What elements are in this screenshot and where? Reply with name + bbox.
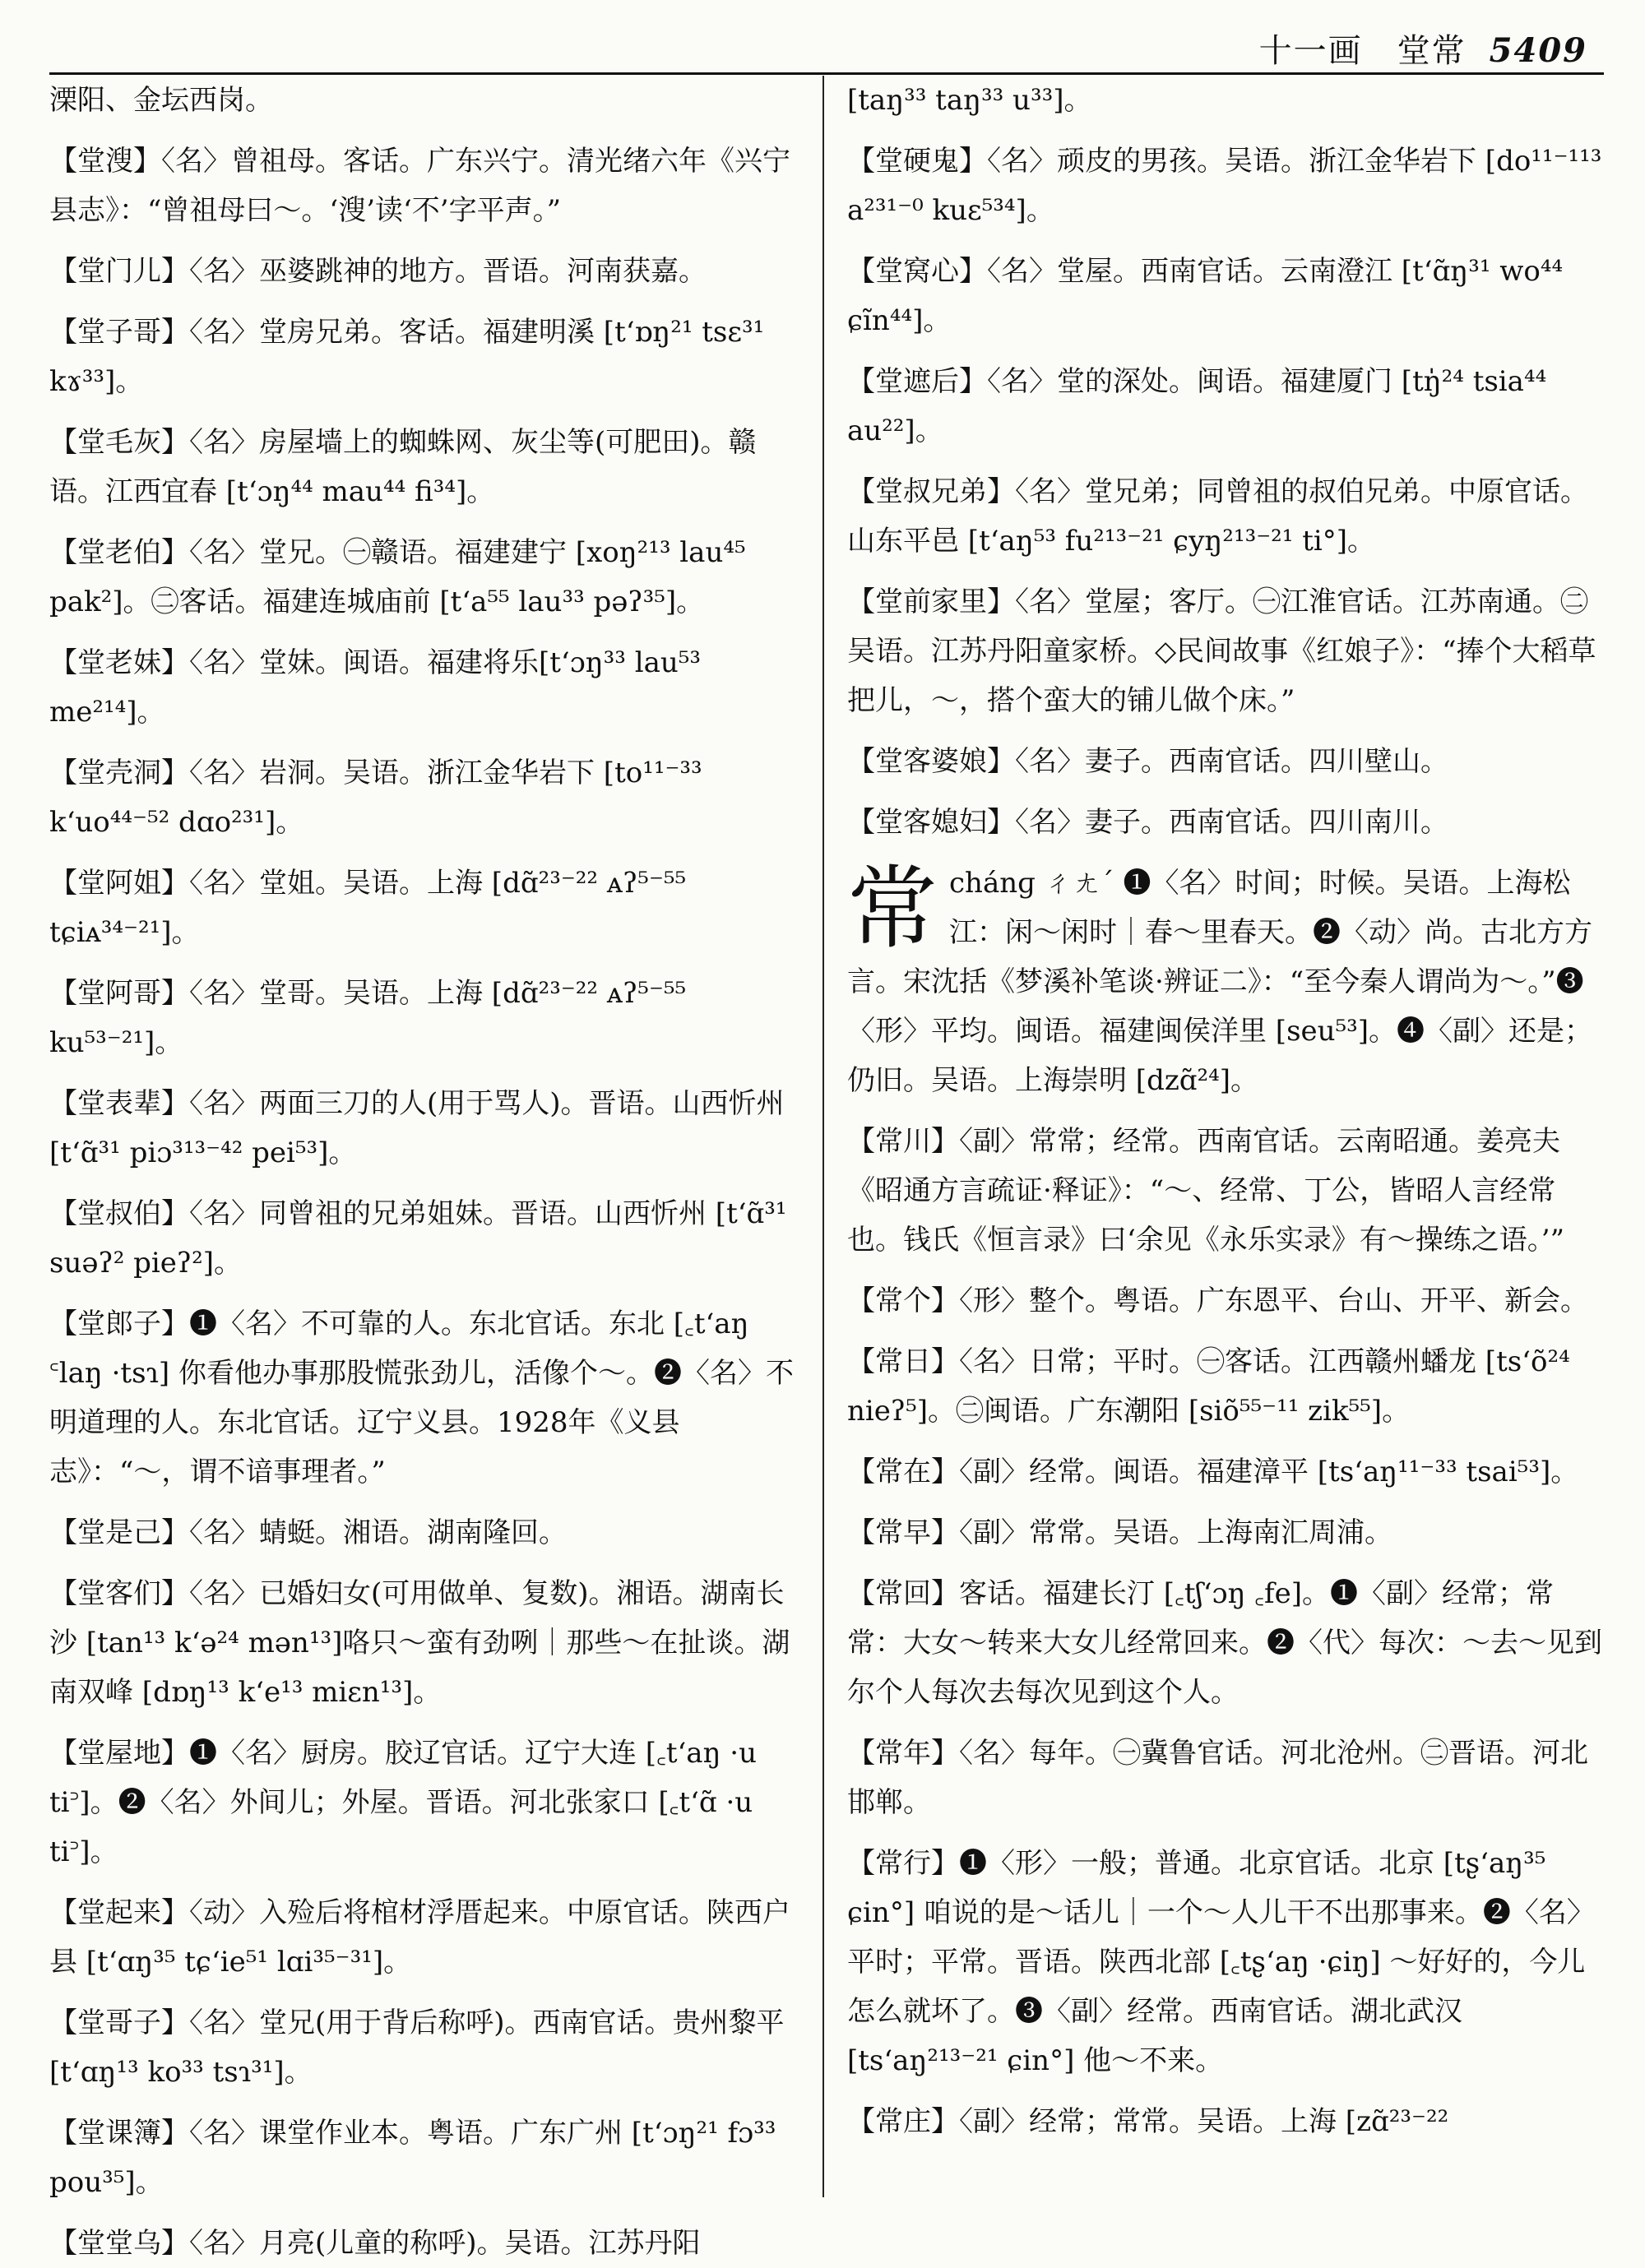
entry: 【堂硬鬼】〈名〉顽皮的男孩。吴语。浙江金华岩下 [do¹¹⁻¹¹³ a²³¹⁻⁰ kuɛ⁵³⁴]。 (847, 145, 1602, 227)
right-column (847, 76, 1604, 2214)
entry: 【堂起来】〈动〉入殓后将棺材浮厝起来。中原官话。陕西户县 [tʻɑŋ³⁵ tɕʻie⁵¹ lɑi³⁵⁻³¹]。 (49, 1896, 790, 1979)
entry: 【堂课簿】〈名〉课堂作业本。粤语。广东广州 [tʻɔŋ²¹ fɔ³³ pou³⁵]。 (49, 2117, 776, 2199)
entry: 【常行】❶〈形〉一般；普通。北京官话。北京 [tʂʻaŋ³⁵ ɕin°] 咱说的是～话儿｜一个～人儿干不出那事来。❷〈名〉平时；平常。晋语。陕西北部 [꜀tʂʻaŋ ·ɕiŋ] ～好好的，今儿怎么就坏了。❸〈副〉经常。西南官话。湖北武汉 [tsʻaŋ²¹³⁻²¹ ɕin°] 他～不来。 (847, 1847, 1595, 2077)
headword-definition: chánɡ ㄔㄤˊ ❶〈名〉时间；时候。吴语。上海松江：闲～闲时｜春～里春天。❷〈动〉尚。古北方方言。宋沈括《梦溪补笔谈·辨证二》：“至今秦人谓尚为～。”❸〈形〉平均。闽语。福建闽侯洋里 [seu⁵³]。❹〈副〉还是；仍旧。吴语。上海崇明 [dzɑ̃²⁴]。 (847, 867, 1593, 1097)
entry: [taŋ³³ taŋ³³ u³³]。 (847, 84, 1092, 117)
column-divider (822, 76, 824, 2197)
entry: 【常回】客话。福建长汀 [꜀tʃʻɔŋ ꜀fe]。❶〈副〉经常；常常：大女～转来大女儿经常回来。❷〈代〉每次：～去～见到尔个人每次去每次见到这个人。 (847, 1577, 1602, 1709)
entry: 【堂是己】〈名〉蜻蜓。湘语。湖南隆回。 (49, 1516, 567, 1549)
entry: 【常庄】〈副〉经常；常常。吴语。上海 [zɑ̃²³⁻²² (847, 2105, 1449, 2138)
entry: 【堂郎子】❶〈名〉不可靠的人。东北官话。东北 [꜀tʻaŋ ꜂laŋ ·tsɿ] 你看他办事那股慌张劲儿，活像个～。❷〈名〉不明道理的人。东北官话。辽宁义县。1928年《义县志》：“～，谓不谙事理者。” (49, 1308, 794, 1488)
entry: 【堂表辈】〈名〉两面三刀的人(用于骂人)。晋语。山西忻州 [tʻɑ̃³¹ piɔ³¹³⁻⁴² pei⁵³]。 (49, 1087, 785, 1169)
entry: 【堂屋地】❶〈名〉厨房。胶辽官话。辽宁大连 [꜀tʻaŋ ·u ti꜄]。❷〈名〉外间儿；外屋。晋语。河北张家口 [꜀tʻɑ̃ ·u ti꜄]。 (49, 1737, 757, 1868)
entry: 【常年】〈名〉每年。㊀冀鲁官话。河北沧州。㊁晋语。河北邯郸。 (847, 1737, 1588, 1819)
entry: 【常川】〈副〉常常；经常。西南官话。云南昭通。姜亮夫《昭通方言疏证·释证》：“～、经常、丁公，皆昭人言经常也。钱氏《恒言录》曰‘余见《永乐实录》有～操练之语。’” (847, 1125, 1564, 1257)
entry: 【常个】〈形〉整个。粤语。广东恩平、台山、开平、新会。 (847, 1284, 1588, 1317)
entry: 【堂堂乌】〈名〉月亮(儿童的称呼)。吴语。江苏丹阳 (49, 2227, 701, 2260)
left-column (49, 76, 806, 2260)
page-number: 5409 (1489, 31, 1587, 70)
entry: 【堂子哥】〈名〉堂房兄弟。客话。福建明溪 [tʻɒŋ²¹ tsɛ³¹ kɤ³³]。 (49, 316, 765, 398)
entry: 【堂前家里】〈名〉堂屋；客厅。㊀江淮官话。江苏南通。㊁吴语。江苏丹阳童家桥。◇民间故事《红娘子》：“捧个大稻草把儿，～，搭个蛮大的铺儿做个床。” (847, 586, 1596, 717)
entry: 【堂叔兄弟】〈名〉堂兄弟；同曾祖的叔伯兄弟。中原官话。山东平邑 [tʻaŋ⁵³ fu²¹³⁻²¹ ɕyŋ²¹³⁻²¹ ti°]。 (847, 475, 1588, 558)
entry: 【堂毛灰】〈名〉房屋墙上的蜘蛛网、灰尘等(可肥田)。赣语。江西宜春 [tʻɔŋ⁴⁴ mau⁴⁴ fi³⁴]。 (49, 426, 757, 508)
entry: 【堂阿姐】〈名〉堂姐。吴语。上海 [dɑ̃²³⁻²² ᴀʔ⁵⁻⁵⁵ tɕiᴀ³⁴⁻²¹]。 (49, 867, 687, 949)
entry: 【堂哥子】〈名〉堂兄(用于背后称呼)。西南官话。贵州黎平 [tʻɑŋ¹³ ko³³ tsɿ³¹]。 (49, 2006, 785, 2089)
entry: 【堂客婆娘】〈名〉妻子。西南官话。四川壁山。 (847, 745, 1448, 778)
entry: 【堂溲】〈名〉曾祖母。客话。广东兴宁。清光绪六年《兴宁县志》：“曾祖母曰～。‘溲’读‘不’字平声。” (49, 145, 790, 227)
entry: 【堂窝心】〈名〉堂屋。西南官话。云南澄江 [tʻɑ̃ŋ³¹ wo⁴⁴ ɕĩn⁴⁴]。 (847, 255, 1564, 337)
entry: 【常早】〈副〉常常。吴语。上海南汇周浦。 (847, 1516, 1392, 1549)
entry: 【堂门儿】〈名〉巫婆跳神的地方。晋语。河南获嘉。 (49, 255, 707, 288)
entry: 【堂老伯】〈名〉堂兄。㊀赣语。福建建宁 [xoŋ²¹³ lau⁴⁵ pak²]。㊁客话。福建连城庙前 [tʻa⁵⁵ lau³³ pəʔ³⁵]。 (49, 536, 746, 618)
entry: 【堂客媳妇】〈名〉妻子。西南官话。四川南川。 (847, 806, 1448, 839)
running-head (1259, 25, 1587, 72)
entry: 【堂客们】〈名〉已婚妇女(可用做单、复数)。湘语。湖南长沙 [tan¹³ kʻə²⁴ mən¹³]咯只～蛮有劲咧｜那些～在扯谈。湖南双峰 [dɒŋ¹³ kʻe¹³ miɛn¹³]。 (49, 1577, 790, 1709)
page-header (0, 0, 1645, 82)
entry: 溧阳、金坛西岗。 (49, 84, 273, 117)
entry: 【常在】〈副〉经常。闽语。福建漳平 [tsʻaŋ¹¹⁻³³ tsai⁵³]。 (847, 1456, 1579, 1488)
entry: 【堂叔伯】〈名〉同曾祖的兄弟姐妹。晋语。山西忻州 [tʻɑ̃³¹ suəʔ² pieʔ²]。 (49, 1197, 787, 1280)
entry: 【常日】〈名〉日常；平时。㊀客话。江西赣州蟠龙 [tsʻõ²⁴ nieʔ⁵]。㊁闽语。广东潮阳 [siõ⁵⁵⁻¹¹ zik⁵⁵]。 (847, 1345, 1570, 1428)
headword-character: 常 (847, 856, 938, 961)
entry: 【堂老妹】〈名〉堂妹。闽语。福建将乐[tʻɔŋ³³ lau⁵³ me²¹⁴]。 (49, 646, 702, 729)
header-rule (49, 72, 1604, 75)
entry: 【堂壳洞】〈名〉岩洞。吴语。浙江金华岩下 [to¹¹⁻³³ kʻuo⁴⁴⁻⁵² dɑo²³¹]。 (49, 757, 702, 839)
headword-entry (847, 856, 1604, 1105)
entry: 【堂阿哥】〈名〉堂哥。吴语。上海 [dɑ̃²³⁻²² ᴀʔ⁵⁻⁵⁵ ku⁵³⁻²¹]。 (49, 977, 687, 1059)
section-title: 十一画 堂常 (1258, 32, 1467, 70)
entry: 【堂遮后】〈名〉堂的深处。闽语。福建厦门 [tŋ̍²⁴ tsia⁴⁴ au²²]。 (847, 365, 1547, 447)
